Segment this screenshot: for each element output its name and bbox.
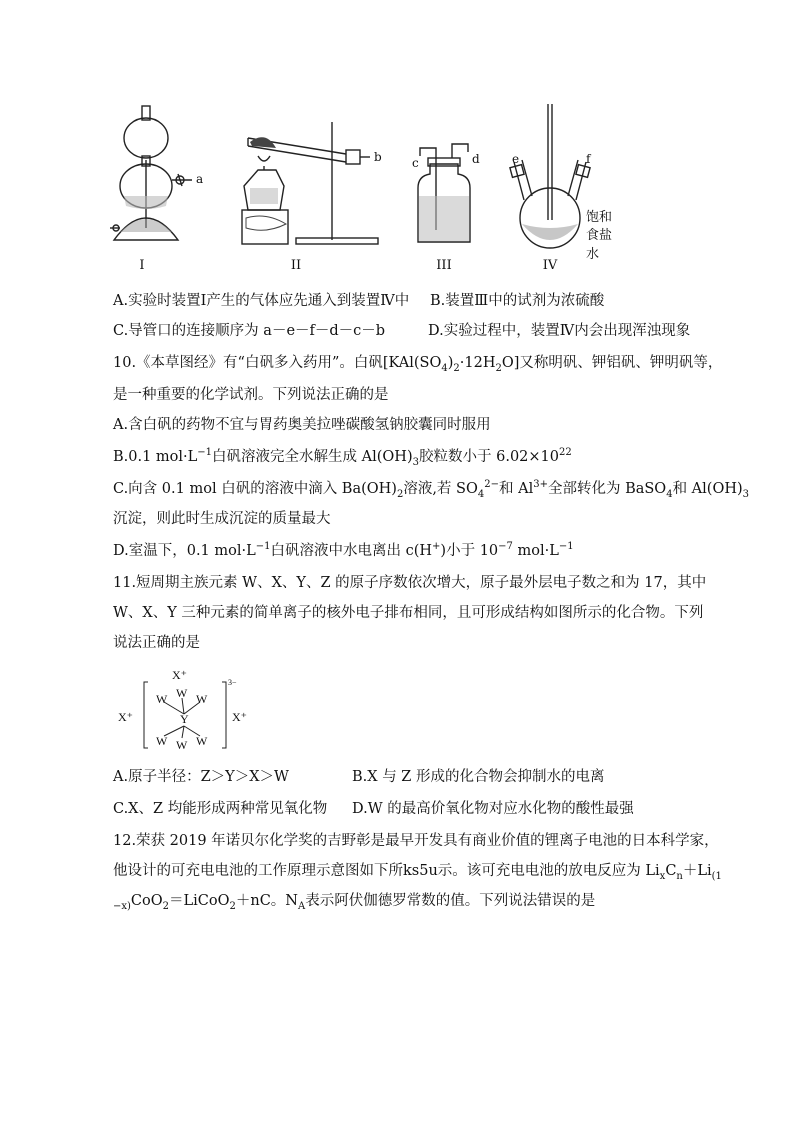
port-d-label: d [472, 152, 480, 166]
structure-charge: 3− [228, 678, 237, 687]
q11-option-a: A.原子半径：Z＞Y＞X＞W [113, 769, 289, 785]
q10-option-b: B.0.1 $mol\cdot L^{-1}$白矾溶液完全水解生成 $Al(OH)_3$胶粒数小于 $6.02\times 10^{22}$ [113, 447, 572, 468]
apparatus-figure [110, 100, 670, 280]
q10-option-a: A.含白矾的药物不宜与胃药奥美拉唑碳酸氢钠胶囊同时服用 [113, 417, 491, 433]
q10-stem-line-2: 是一种重要的化学试剂。下列说法正确的是 [113, 387, 389, 403]
brine-label: 食盐水 [586, 228, 613, 262]
q12-stem-line-1: 12.荣获 2019 年诺贝尔化学奖的吉野彰是最早开发具有商业价值的锂离子电池的日本科学家， [113, 833, 719, 849]
q11-stem-line-1: 11.短周期主族元素 W、X、Y、Z 的原子序数依次增大，原子最外层电子数之和为 17，其中 [113, 575, 707, 591]
structure-w: W [196, 734, 208, 748]
structure-w: W [156, 734, 168, 748]
q9-option-d: D.实验过程中，装置Ⅳ内会出现浑浊现象 [428, 323, 691, 339]
structure-w: W [176, 738, 188, 752]
structure-w: W [176, 686, 188, 700]
q12-stem-line-3: $_{-x)}$CoO$_2$＝LiCoO$_2$＋nC。$N_A$表示阿伏伽德罗常数的值。下列说法错误的是 [113, 893, 596, 912]
port-f-label: f [586, 152, 591, 166]
apparatus-i [110, 100, 230, 273]
figure-label-i: I [139, 258, 145, 273]
heated-tube-drawing [236, 100, 386, 260]
q10-option-c-line-1: C.向含 0.1 mol 白矾的溶液中滴入 $Ba(OH)_2$溶液,若 $SO_4^{2-}$和 $Al^{3+}$全部转化为 BaSO$_4$和 $Al(OH)_3$ [113, 479, 750, 500]
q10-option-d: D.室温下，0.1 $mol\cdot L^{-1}$白矾溶液中水电离出 c(H+)小于 $10^{-7}$ $mol\cdot L^{-1}$ [113, 541, 574, 559]
q9-option-c: C.导管口的连接顺序为 a－e－f－d－c－b [113, 323, 386, 339]
q9-option-b: B.装置Ⅲ中的试剂为浓硫酸 [430, 293, 605, 309]
structure-x-ion-top: X⁺ [172, 668, 187, 682]
port-a-label: a [196, 172, 204, 186]
figure-label-iii: III [436, 258, 452, 273]
port-e-label: e [512, 152, 520, 166]
q9-option-a: A.实验时装置Ⅰ产生的气体应先通入到装置Ⅳ中 [113, 293, 410, 309]
q11-option-b: B.X 与 Z 形成的化合物会抑制水的电离 [352, 769, 605, 785]
port-c-label: c [412, 156, 419, 170]
apparatus-iii [406, 100, 486, 273]
structure-w: W [196, 692, 208, 706]
q11-stem-line-3: 说法正确的是 [113, 635, 200, 651]
q10-stem-line-1: 10.《本草图经》有“白矾多入药用”。白矾$[KAl(SO_4)_2\cdot 12H_2O]$又称明矾、钾铝矾、钾明矾等， [113, 355, 723, 374]
q11-stem-line-2: W、X、Y 三种元素的简单离子的核外电子排布相同，且可形成结构如图所示的化合物。下列 [113, 605, 704, 621]
q12-stem-line-2: 他设计的可充电电池的工作原理示意图如下所ks5u示。该可充电电池的放电反应为 $Li_xC_n+Li_{(1}$ [113, 863, 722, 882]
apparatus-iv [502, 100, 613, 273]
compound-structure [118, 668, 258, 758]
apparatus-ii [236, 100, 386, 273]
q10-option-c-line-2: 沉淀，则此时生成沉淀的质量最大 [113, 511, 331, 527]
wash-bottle-drawing [406, 100, 486, 260]
port-b-label: b [374, 150, 382, 164]
figure-label-iv: IV [542, 258, 558, 273]
kipp-apparatus-drawing [110, 100, 230, 260]
structure-y: Y [180, 712, 189, 726]
structure-x-ion-left: X⁺ [118, 710, 133, 724]
figure-label-ii: II [290, 258, 302, 273]
structure-w: W [156, 692, 168, 706]
structure-x-ion-right: X⁺ [232, 710, 247, 724]
q11-option-c: C.X、Z 均能形成两种常见氧化物 [113, 801, 328, 817]
q11-option-d: D.W 的最高价氧化物对应水化物的酸性最强 [352, 801, 634, 817]
saturated-label: 饱和 [586, 210, 613, 225]
